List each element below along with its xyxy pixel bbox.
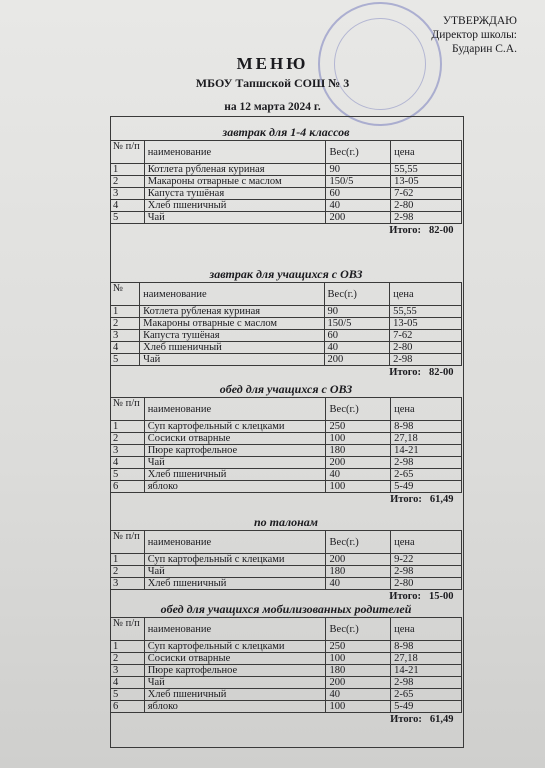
total-label: Итого: [389,367,421,378]
dish-weight: 200 [326,677,391,689]
dish-weight: 150/5 [326,176,391,188]
dish-name: Чай [144,566,326,578]
row-number: 1 [111,306,140,318]
header-price: цена [391,531,462,554]
table-row [111,433,462,445]
header-number: № п/п [111,398,145,421]
row-number: 2 [111,176,145,188]
dish-price: 7-62 [391,188,462,200]
dish-price: 2-98 [390,354,462,366]
dish-weight: 180 [326,665,391,677]
table-row [111,421,462,433]
table-row [111,469,462,481]
dish-weight: 200 [326,212,391,224]
dish-name: Хлеб пшеничный [144,200,326,212]
dish-name: Суп картофельный с клецками [144,554,326,566]
row-number: 1 [111,554,145,566]
menu-table [110,397,462,507]
row-number: 1 [111,421,145,433]
dish-price: 2-98 [391,212,462,224]
table-row [111,457,462,469]
header-weight: Вес(г.) [326,141,391,164]
header-price: цена [391,141,462,164]
dish-weight: 60 [326,188,391,200]
dish-weight: 60 [324,330,390,342]
menu-table [110,140,462,238]
header-weight: Вес(г.) [326,618,391,641]
dish-name: Суп картофельный с клецками [144,421,326,433]
total-row [111,224,462,239]
approval-name: Бударин С.А. [452,43,517,55]
dish-price: 5-49 [391,701,462,713]
dish-price: 27,18 [391,433,462,445]
total-label: Итого: [389,225,421,236]
dish-weight: 40 [326,200,391,212]
section-title: обед для учащихся мобилизованных родителей [160,602,412,616]
dish-name: Суп картофельный с клецками [144,641,326,653]
total-value: 82-00 [429,367,454,378]
table-header-row [111,531,462,554]
menu-table [110,282,462,380]
dish-weight: 40 [326,689,391,701]
menu-section [110,601,462,727]
dish-price: 55,55 [391,164,462,176]
table-header-row [111,398,462,421]
row-number: 6 [111,481,145,493]
dish-price: 2-65 [391,689,462,701]
dish-price: 8-98 [391,421,462,433]
dish-price: 27,18 [391,653,462,665]
dish-name: яблоко [144,481,326,493]
header-price: цена [391,618,462,641]
dish-price: 2-98 [391,566,462,578]
section-title: завтрак для учащихся с ОВЗ [209,267,363,281]
school-name: МБОУ Тапшской СОШ № 3 [195,76,350,90]
menu-section [110,266,462,380]
dish-weight: 100 [326,433,391,445]
total-row [111,493,462,508]
dish-name: Макароны отварные с маслом [144,176,326,188]
dish-price: 14-21 [391,445,462,457]
dish-weight: 180 [326,445,391,457]
table-row [111,200,462,212]
dish-price: 13-05 [391,176,462,188]
dish-weight: 100 [326,701,391,713]
header-weight: Вес(г.) [326,398,391,421]
dish-price: 2-65 [391,469,462,481]
header-weight: Вес(г.) [324,283,390,306]
dish-name: Капуста тушёная [140,330,324,342]
dish-weight: 200 [326,554,391,566]
total-cell [111,366,462,381]
total-cell [111,493,462,508]
row-number: 3 [111,445,145,457]
row-number: 5 [111,354,140,366]
total-label: Итого: [389,591,421,602]
table-row [111,306,462,318]
dish-weight: 100 [326,653,391,665]
dish-price: 2-80 [390,342,462,354]
menu-section [110,514,462,604]
total-cell [111,713,462,728]
table-header-row [111,283,462,306]
dish-name: Хлеб пшеничный [144,689,326,701]
dish-price: 2-80 [391,200,462,212]
menu-section [110,381,462,507]
table-row [111,342,462,354]
row-number: 4 [111,342,140,354]
total-value: 61,49 [429,494,454,505]
section-title: завтрак для 1-4 классов [222,125,350,139]
header-name: наименование [140,283,324,306]
dish-price: 7-62 [390,330,462,342]
dish-name: Чай [144,677,326,689]
table-row [111,354,462,366]
row-number: 4 [111,677,145,689]
header-number: № п/п [111,141,145,164]
row-number: 5 [111,689,145,701]
table-row [111,653,462,665]
total-row [111,713,462,728]
table-row [111,566,462,578]
section-title: по талонам [253,515,319,529]
total-value: 82-00 [429,225,454,236]
table-row [111,665,462,677]
header-name: наименование [144,531,326,554]
dish-name: Макароны отварные с маслом [140,318,324,330]
row-number: 5 [111,212,145,224]
approval-heading: УТВЕРЖДАЮ [442,15,517,27]
table-row [111,677,462,689]
dish-name: Хлеб пшеничный [144,469,326,481]
approval-block [431,14,517,56]
dish-name: Чай [144,212,326,224]
total-label: Итого: [390,714,422,725]
table-row [111,554,462,566]
header-name: наименование [144,398,326,421]
header-name: наименование [144,618,326,641]
row-number: 3 [111,665,145,677]
row-number: 5 [111,469,145,481]
table-row [111,330,462,342]
dish-weight: 90 [324,306,390,318]
menu-section [110,124,462,238]
dish-price: 14-21 [391,665,462,677]
row-number: 4 [111,457,145,469]
table-row [111,689,462,701]
table-row [111,701,462,713]
total-value: 61,49 [429,714,454,725]
dish-price: 5-49 [391,481,462,493]
dish-weight: 250 [326,641,391,653]
dish-name: Сосиски отварные [144,653,326,665]
dish-name: Хлеб пшеничный [144,578,326,590]
dish-name: Чай [144,457,326,469]
table-header-row [111,618,462,641]
dish-name: Котлета рубленая куриная [140,306,324,318]
header-number: № п/п [111,618,145,641]
row-number: 2 [111,433,145,445]
dish-name: яблоко [144,701,326,713]
header-weight: Вес(г.) [326,531,391,554]
row-number: 3 [111,330,140,342]
menu-table [110,530,462,604]
total-row [111,366,462,381]
row-number: 2 [111,566,145,578]
table-row [111,164,462,176]
row-number: 1 [111,641,145,653]
dish-weight: 100 [326,481,391,493]
table-row [111,578,462,590]
header-number: № п/п [111,531,145,554]
dish-name: Капуста тушёная [144,188,326,200]
table-row [111,481,462,493]
dish-price: 2-80 [391,578,462,590]
section-title: обед для учащихся с ОВЗ [219,382,353,396]
table-row [111,445,462,457]
table-row [111,212,462,224]
dish-weight: 90 [326,164,391,176]
dish-weight: 150/5 [324,318,390,330]
dish-weight: 200 [324,354,390,366]
dish-name: Пюре картофельное [144,665,326,677]
menu-date: на 12 марта 2024 г. [224,101,321,113]
page-title: МЕНЮ [236,54,309,73]
menu-table [110,617,462,727]
dish-weight: 40 [326,578,391,590]
row-number: 3 [111,188,145,200]
dish-name: Пюре картофельное [144,445,326,457]
dish-weight: 180 [326,566,391,578]
table-header-row [111,141,462,164]
dish-price: 2-98 [391,457,462,469]
dish-name: Хлеб пшеничный [140,342,324,354]
header-number: № [111,283,140,306]
dish-weight: 250 [326,421,391,433]
dish-name: Чай [140,354,324,366]
dish-weight: 200 [326,457,391,469]
total-label: Итого: [390,494,422,505]
table-row [111,176,462,188]
total-cell [111,224,462,239]
row-number: 2 [111,318,140,330]
dish-price: 2-98 [391,677,462,689]
row-number: 2 [111,653,145,665]
dish-name: Сосиски отварные [144,433,326,445]
dish-weight: 40 [326,469,391,481]
total-value: 15-00 [429,591,454,602]
approval-position: Директор школы: [431,29,517,41]
dish-price: 8-98 [391,641,462,653]
dish-name: Котлета рубленая куриная [144,164,326,176]
dish-price: 13-05 [390,318,462,330]
row-number: 3 [111,578,145,590]
dish-weight: 40 [324,342,390,354]
table-row [111,318,462,330]
header-price: цена [391,398,462,421]
dish-price: 55,55 [390,306,462,318]
row-number: 6 [111,701,145,713]
table-row [111,188,462,200]
row-number: 1 [111,164,145,176]
row-number: 4 [111,200,145,212]
header-name: наименование [144,141,326,164]
table-row [111,641,462,653]
dish-price: 9-22 [391,554,462,566]
header-price: цена [390,283,462,306]
